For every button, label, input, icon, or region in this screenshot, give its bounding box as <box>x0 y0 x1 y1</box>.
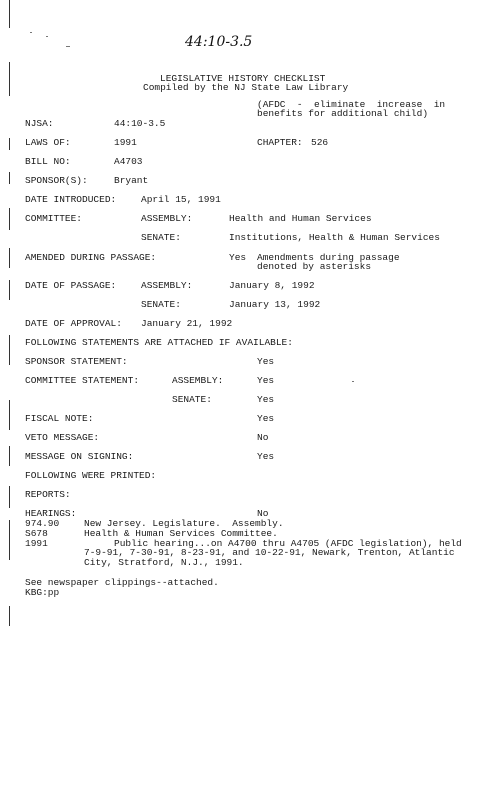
attached-statements-heading: FOLLOWING STATEMENTS ARE ATTACHED IF AVAILABLE: <box>25 337 293 348</box>
sponsor-statement-label: SPONSOR STATEMENT: <box>25 356 128 367</box>
scan-edge-mark <box>9 62 10 96</box>
reports-label: REPORTS: <box>25 489 71 500</box>
bill-no-value: A4703 <box>114 156 143 167</box>
scan-edge-mark <box>9 0 10 28</box>
scan-edge-mark <box>9 335 10 365</box>
laws-of-value: 1991 <box>114 137 137 148</box>
committee-statement-senate-label: SENATE: <box>172 394 212 405</box>
hearing-citation-line5: City, Stratford, N.J., 1991. <box>84 557 244 568</box>
sponsors-value: Bryant <box>114 175 149 186</box>
call-number-line2: S678 <box>25 528 48 539</box>
passage-assembly-label: ASSEMBLY: <box>141 280 193 291</box>
chapter-value: 526 <box>311 137 329 148</box>
hearing-citation-line2: Health & Human Services Committee. <box>84 528 278 539</box>
committee-statement-assembly-value: Yes <box>257 375 275 386</box>
initials: KBG:pp <box>25 587 60 598</box>
amended-note-line2: denoted by asterisks <box>257 261 372 272</box>
hearing-citation-line1: New Jersey. Legislature. Assembly. <box>84 518 284 529</box>
bill-description-line2: benefits for additional child) <box>257 108 429 119</box>
scan-edge-mark <box>9 138 10 150</box>
scan-edge-mark <box>9 172 10 184</box>
fiscal-note-value: Yes <box>257 413 275 424</box>
veto-message-label: VETO MESSAGE: <box>25 432 100 443</box>
checklist-title: LEGISLATIVE HISTORY CHECKLIST <box>160 73 326 84</box>
scan-edge-mark <box>9 280 10 300</box>
sponsors-label: SPONSOR(S): <box>25 175 88 186</box>
laws-of-label: LAWS OF: <box>25 137 71 148</box>
committee-statement-senate-value: Yes <box>257 394 275 405</box>
call-number-line1: 974.90 <box>25 518 60 529</box>
scan-speck <box>46 36 48 37</box>
scan-edge-mark <box>9 486 10 508</box>
amended-value: Yes <box>229 252 247 263</box>
date-of-passage-label: DATE OF PASSAGE: <box>25 280 117 291</box>
sponsor-statement-value: Yes <box>257 356 275 367</box>
njsa-value: 44:10-3.5 <box>114 118 166 129</box>
bill-description-line1: (AFDC - eliminate increase in <box>257 99 446 110</box>
fiscal-note-label: FISCAL NOTE: <box>25 413 94 424</box>
committee-statement-assembly-label: ASSEMBLY: <box>172 375 224 386</box>
committee-senate-label: SENATE: <box>141 232 181 243</box>
date-introduced-label: DATE INTRODUCED: <box>25 194 117 205</box>
scan-speck <box>30 32 32 33</box>
committee-assembly-value: Health and Human Services <box>229 213 372 224</box>
veto-message-value: No <box>257 432 269 443</box>
scan-edge-mark <box>9 248 10 268</box>
hearing-citation-line4: 7-9-91, 7-30-91, 8-23-91, and 10-22-91, Newark, Trenton, Atlantic <box>84 547 455 558</box>
scan-edge-mark <box>9 606 10 626</box>
newspaper-note: See newspaper clippings--attached. <box>25 577 219 588</box>
scan-edge-mark <box>9 400 10 430</box>
committee-label: COMMITTEE: <box>25 213 83 224</box>
passage-senate-value: January 13, 1992 <box>229 299 321 310</box>
call-number-line3: 1991 <box>25 538 48 549</box>
printed-heading: FOLLOWING WERE PRINTED: <box>25 470 157 481</box>
message-on-signing-label: MESSAGE ON SIGNING: <box>25 451 134 462</box>
scan-edge-mark <box>9 208 10 230</box>
message-on-signing-value: Yes <box>257 451 275 462</box>
chapter-label: CHAPTER: <box>257 137 303 148</box>
njsa-label: NJSA: <box>25 118 54 129</box>
amended-note-line1: Amendments during passage <box>257 252 400 263</box>
hearing-citation-line3: Public hearing...on A4700 thru A4705 (AFDC legislation), held <box>114 538 462 549</box>
hearings-label: HEARINGS: <box>25 508 77 519</box>
bill-no-label: BILL NO: <box>25 156 71 167</box>
date-introduced-value: April 15, 1991 <box>141 194 221 205</box>
passage-assembly-value: January 8, 1992 <box>229 280 315 291</box>
committee-senate-value: Institutions, Health & Human Services <box>229 232 440 243</box>
committee-statement-label: COMMITTEE STATEMENT: <box>25 375 140 386</box>
scan-speck <box>66 46 70 47</box>
committee-assembly-label: ASSEMBLY: <box>141 213 193 224</box>
handwritten-reference: 44:10-3.5 <box>185 34 253 50</box>
amended-label: AMENDED DURING PASSAGE: <box>25 252 157 263</box>
passage-senate-label: SENATE: <box>141 299 181 310</box>
scan-edge-mark <box>9 520 10 560</box>
date-of-approval-label: DATE OF APPROVAL: <box>25 318 122 329</box>
date-of-approval-value: January 21, 1992 <box>141 318 233 329</box>
hearings-value: No <box>257 508 269 519</box>
scan-speck <box>352 381 354 382</box>
scan-edge-mark <box>9 446 10 466</box>
checklist-subtitle: Compiled by the NJ State Law Library <box>143 82 349 93</box>
